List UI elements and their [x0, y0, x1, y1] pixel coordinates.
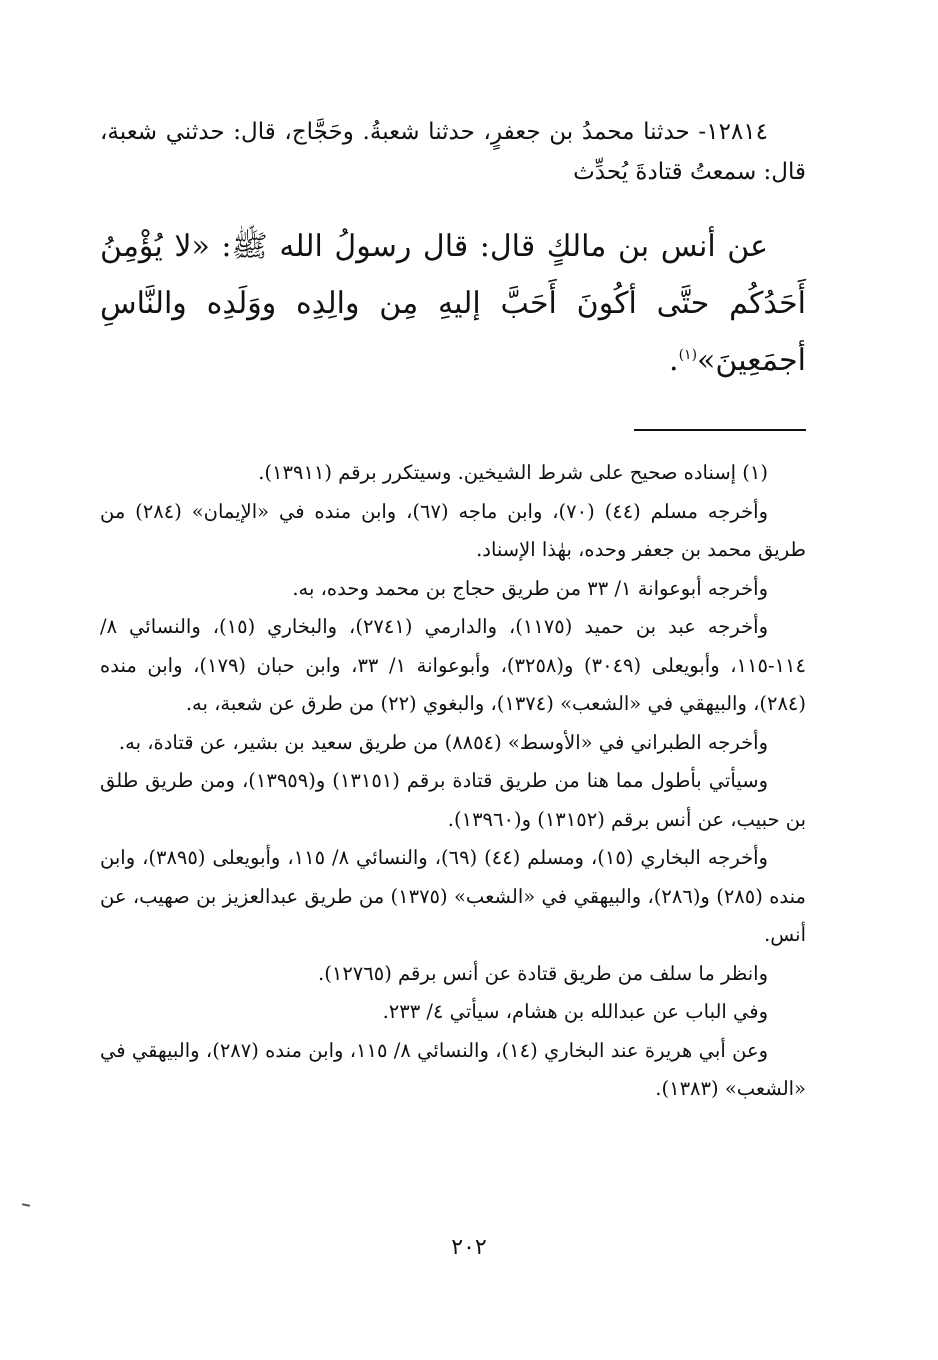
footnote-paragraph: وأخرجه عبد بن حميد (١١٧٥)، والدارمي (٢٧٤١)، والبخاري (١٥)، والنسائي ٨/ ١١٤-١١٥، وأبويعلى (٣٠٤٩) و(٣٢٥٨)، وأبوعوانة ١/ ٣٣، وابن حبان (١٧٩)، وابن منده (٢٨٤)، والبيهقي في «الشعب» (١٣٧٤)، والبغوي (٢٢) من طرق عن شعبة، به. — [100, 615, 806, 715]
footnote-divider — [634, 429, 806, 431]
footnote-paragraph: وأخرجه الطبراني في «الأوسط» (٨٨٥٤) من طريق سعيد بن بشير، عن قتادة، به. — [118, 730, 768, 754]
footnote-paragraph: وأخرجه البخاري (١٥)، ومسلم (٤٤) (٦٩)، والنسائي ٨/ ١١٥، وأبويعلى (٣٨٩٥)، وابن منده (٢٨٥) و(٢٨٦)، والبيهقي في «الشعب» (١٣٧٥) من طريق عبدالعزيز بن صهيب، عن أنس. — [100, 846, 806, 946]
isnad-paragraph — [100, 112, 806, 192]
footnote-paragraph: وأخرجه مسلم (٤٤) (٧٠)، وابن ماجه (٦٧)، وابن منده في «الإيمان» (٢٨٤) من طريق محمد بن جعفر وحده، بهٰذا الإسناد. — [100, 499, 806, 561]
page-number: ٢٠٢ — [451, 1235, 487, 1260]
footnote-marker: (١) — [678, 347, 698, 363]
footnote-paragraph: (١) إسناده صحيح على شرط الشيخين. وسيتكرر برقم (١٣٩١١). — [258, 461, 768, 484]
hadith-paragraph — [100, 218, 806, 389]
hadith-text: عن أنس بن مالكٍ قال: قال رسولُ الله ﷺ: «لا يُؤْمِنُ أَحَدُكُم حتَّى أكُونَ أَحَبَّ إليهِ مِن والِدِه ووَلَدِه والنَّاسِ أجمَعِينَ» — [100, 229, 806, 378]
footnote-paragraph: وعن أبي هريرة عند البخاري (١٤)، والنسائي ٨/ ١١٥، وابن منده (٢٨٧)، والبيهقي في «الشعب» (١٣٨٣). — [100, 1038, 806, 1100]
hadith-end: . — [669, 343, 679, 378]
footnote-paragraph: وانظر ما سلف من طريق قتادة عن أنس برقم (١٢٧٦٥). — [318, 961, 768, 985]
footnotes-section — [100, 454, 806, 1109]
footnote-paragraph: وسيأتي بأطول مما هنا من طريق قتادة برقم (١٣١٥١) و(١٣٩٥٩)، ومن طريق طلق بن حبيب، عن أنس برقم (١٣١٥٢) و(١٣٩٦٠). — [100, 769, 806, 831]
hadith-body — [100, 218, 806, 389]
footnote-paragraph: وفي الباب عن عبدالله بن هشام، سيأتي ٤/ ٢٣٣. — [382, 1000, 768, 1023]
footnote-paragraph: وأخرجه أبوعوانة ١/ ٣٣ من طريق حجاج بن محمد وحده، به. — [292, 576, 768, 600]
scan-speck — [22, 1203, 30, 1207]
isnad-text: ١٢٨١٤- حدثنا محمدُ بن جعفرٍ، حدثنا شعبةُ. وحَجَّاج، قال: حدثني شعبة، قال: سمعتُ قتادةَ يُحدِّث — [100, 119, 806, 185]
